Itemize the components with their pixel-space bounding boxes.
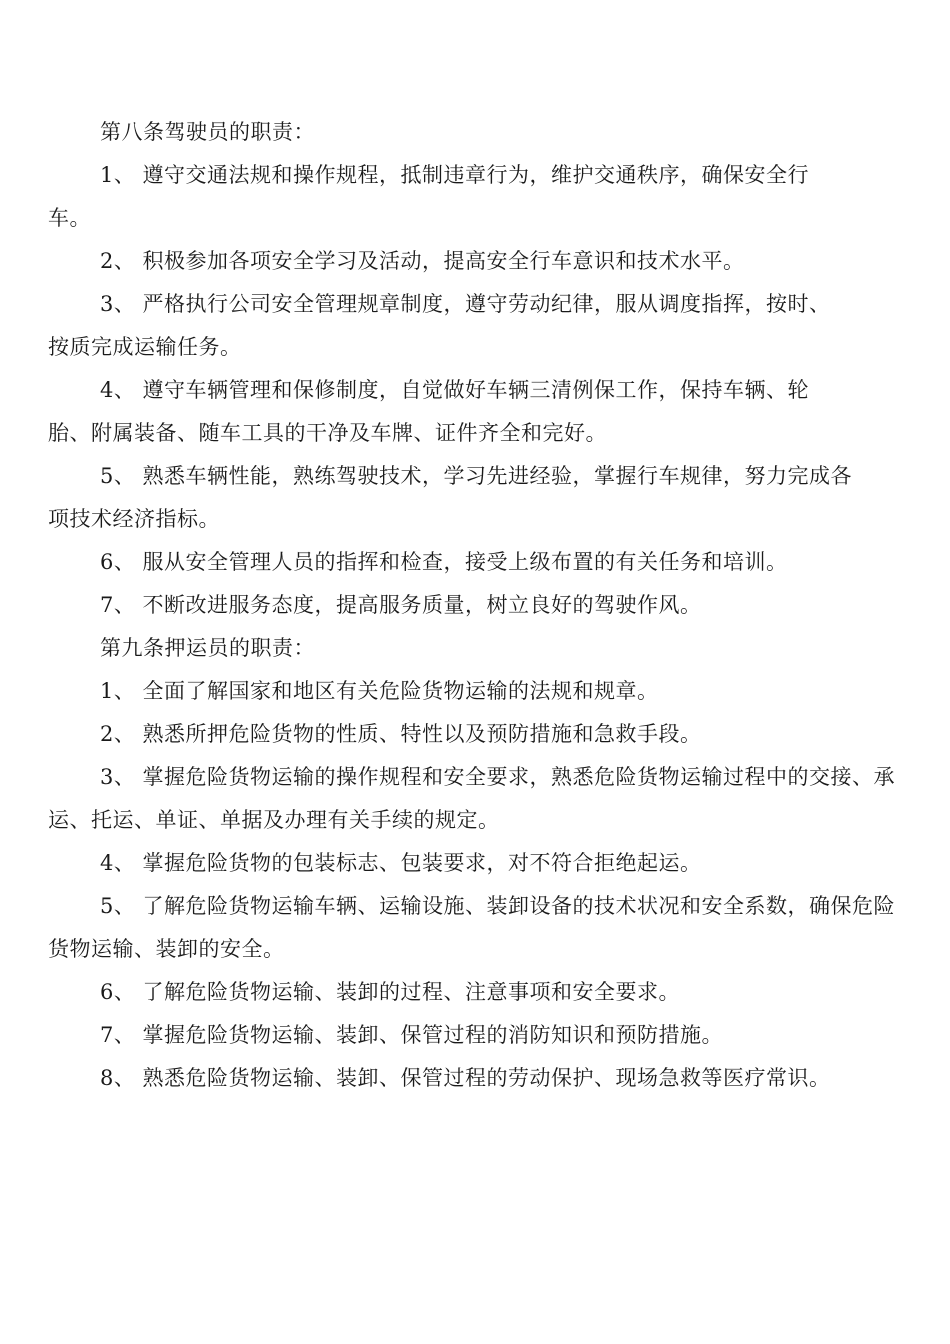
article-8-item-3: 3、 严格执行公司安全管理规章制度，遵守劳动纪律，服从调度指挥，按时、按质完成运输任务。	[48, 292, 831, 359]
article-9-heading: 第九条押运员的职责：	[100, 636, 315, 660]
article-8-item-6: 6、 服从安全管理人员的指挥和检查，接受上级布置的有关任务和培训。	[100, 550, 788, 574]
article-8-item-5: 5、 熟悉车辆性能，熟练驾驶技术，学习先进经验，掌握行车规律，努力完成各项技术经济指标。	[48, 464, 853, 531]
article-8-item-1: 1、 遵守交通法规和操作规程，抵制违章行为，维护交通秩序，确保安全行车。	[48, 163, 810, 230]
article-9-item-8: 8、 熟悉危险货物运输、装卸、保管过程的劳动保护、现场急救等医疗常识。	[100, 1066, 831, 1090]
article-9-item-3: 3、 掌握危险货物运输的操作规程和安全要求，熟悉危险货物运输过程中的交接、承运、托运、单证、单据及办理有关手续的规定。	[48, 765, 896, 832]
article-9-item-5: 5、 了解危险货物运输车辆、运输设施、装卸设备的技术状况和安全系数，确保危险货物运输、装卸的安全。	[48, 894, 896, 961]
article-8-item-4: 4、 遵守车辆管理和保修制度，自觉做好车辆三清例保工作，保持车辆、轮胎、附属装备、随车工具的干净及车牌、证件齐全和完好。	[48, 378, 810, 445]
article-9-item-2: 2、 熟悉所押危险货物的性质、特性以及预防措施和急救手段。	[100, 722, 702, 746]
article-9-item-1: 1、 全面了解国家和地区有关危险货物运输的法规和规章。	[100, 679, 659, 703]
article-9-item-7: 7、 掌握危险货物运输、装卸、保管过程的消防知识和预防措施。	[100, 1023, 724, 1047]
article-8-item-7: 7、 不断改进服务态度，提高服务质量，树立良好的驾驶作风。	[100, 593, 702, 617]
document-body	[48, 111, 908, 1100]
article-8-item-2: 2、 积极参加各项安全学习及活动，提高安全行车意识和技术水平。	[100, 249, 745, 273]
article-9-item-6: 6、 了解危险货物运输、装卸的过程、注意事项和安全要求。	[100, 980, 681, 1004]
article-8-heading: 第八条驾驶员的职责：	[100, 120, 315, 144]
article-9-item-4: 4、 掌握危险货物的包装标志、包装要求，对不符合拒绝起运。	[100, 851, 702, 875]
